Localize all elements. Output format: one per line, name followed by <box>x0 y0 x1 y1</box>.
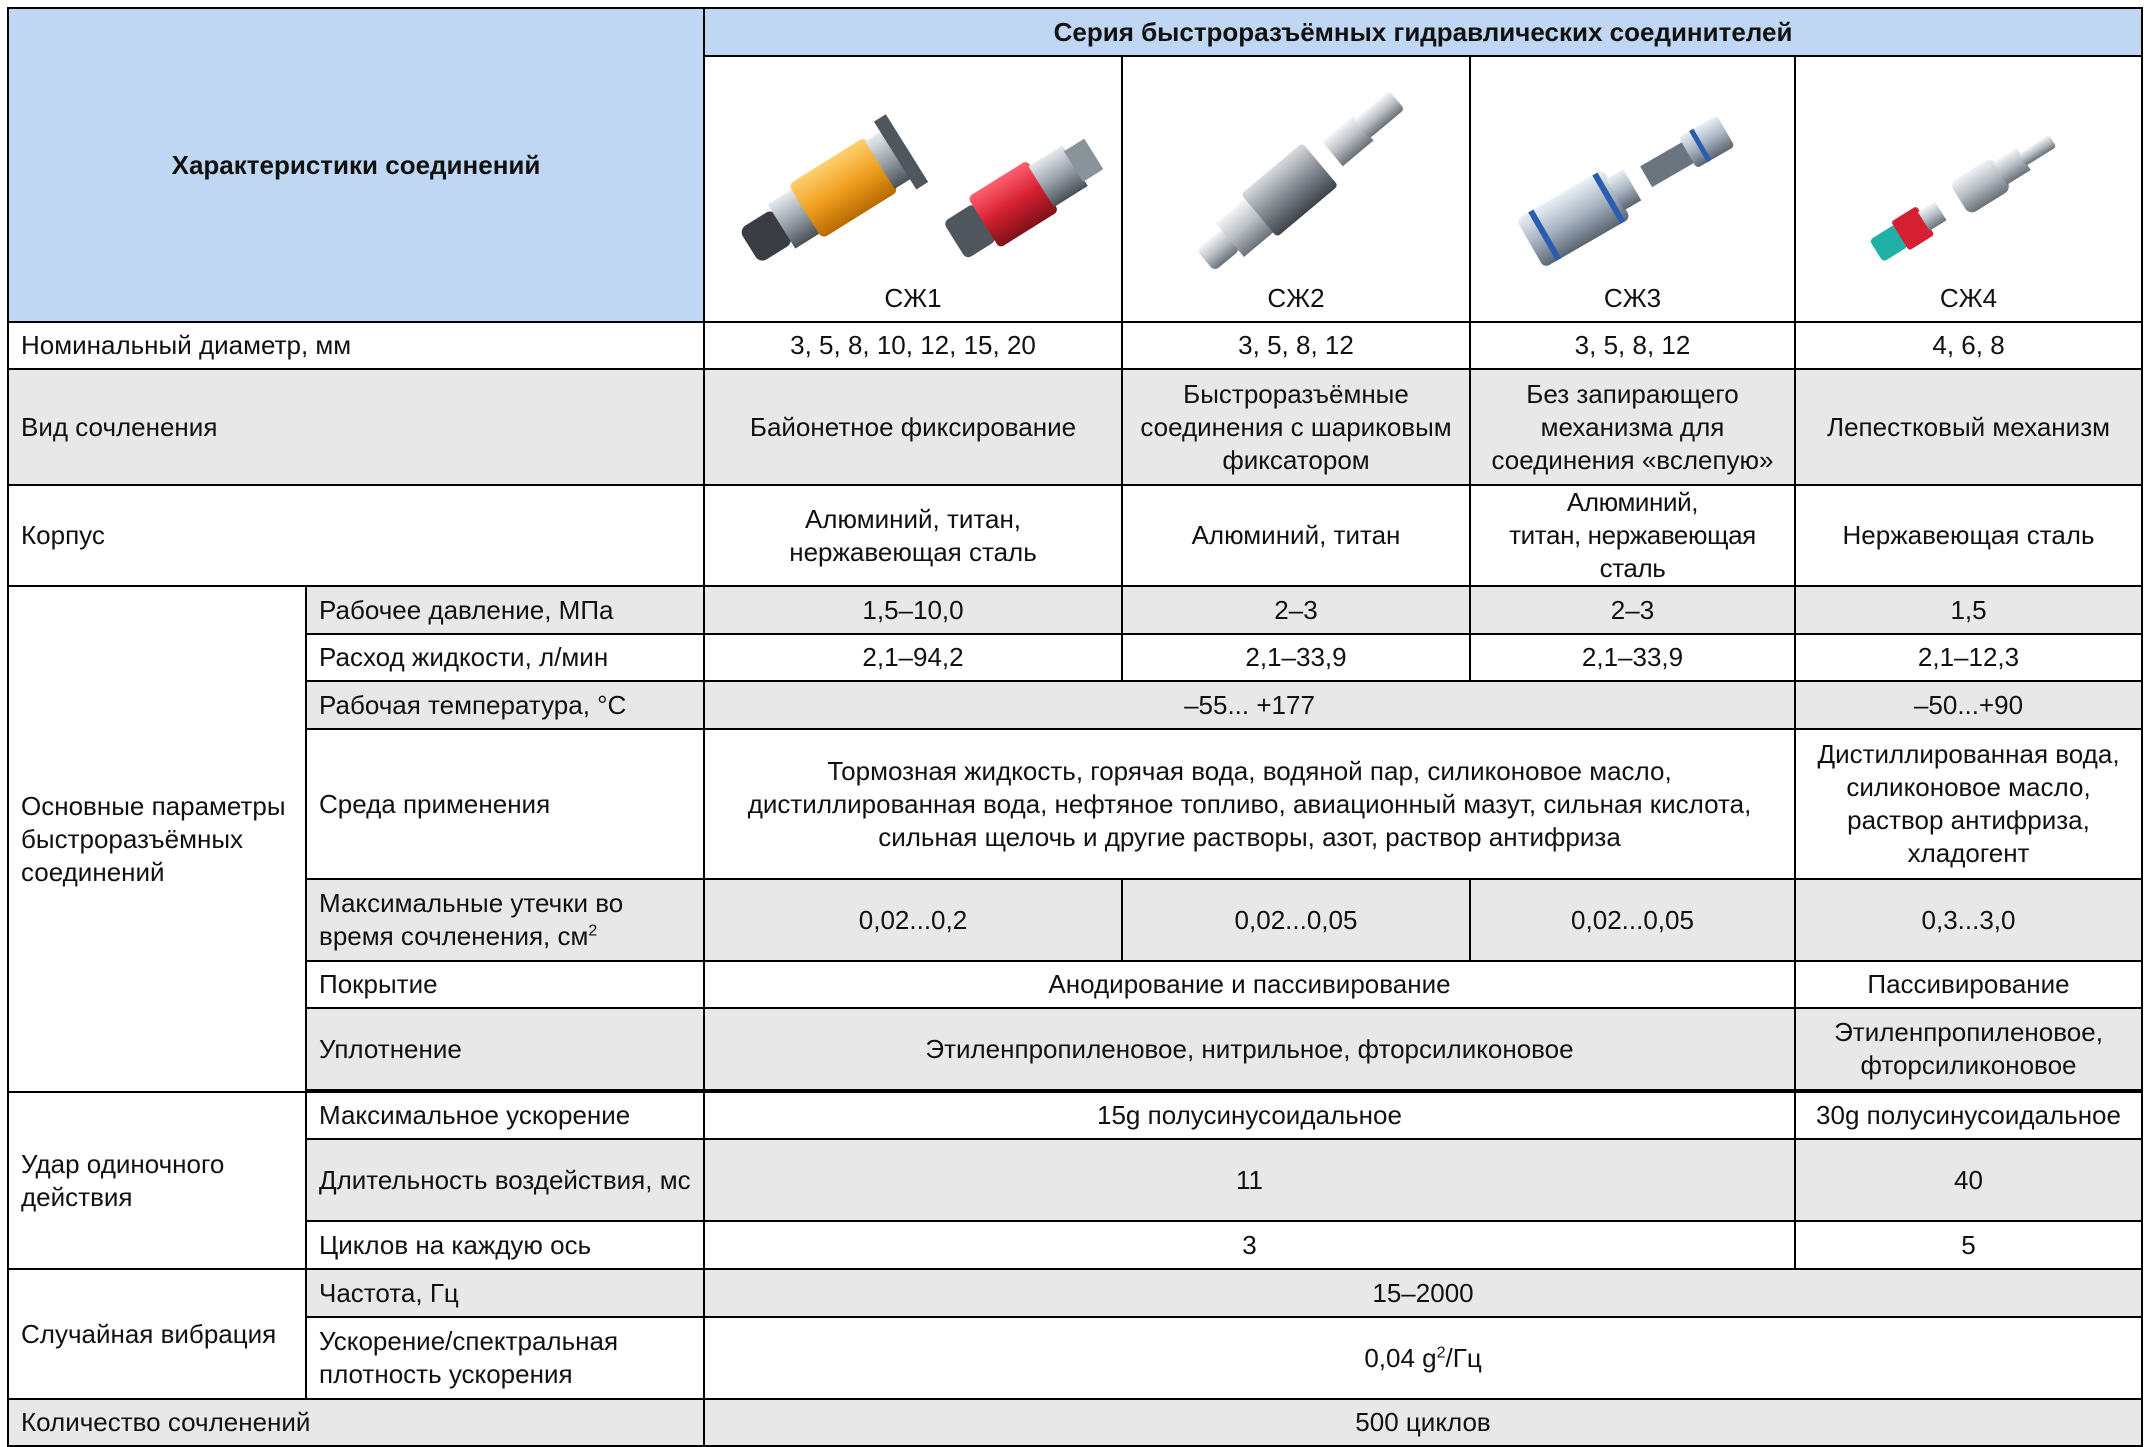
model-label-sj4: СЖ4 <box>1939 283 1998 313</box>
cell-nominal-diameter-sj1: 3, 5, 8, 10, 12, 15, 20 <box>704 322 1122 369</box>
cell-duration-sj1-sj3: 11 <box>704 1139 1795 1221</box>
row-label-max-leak-sup: 2 <box>588 922 598 940</box>
row-label-max-leak <box>306 879 704 961</box>
cell-nominal-diameter-sj3: 3, 5, 8, 12 <box>1470 322 1795 369</box>
cell-max-leak-sj2: 0,02...0,05 <box>1122 879 1470 961</box>
row-label-frequency: Частота, Гц <box>306 1269 704 1317</box>
cell-seal-sj1-sj3: Этиленпропиленовое, нитрильное, фторсиликоновое <box>704 1008 1795 1090</box>
connector-sj4-icon <box>1839 82 2099 282</box>
cell-flow-rate-sj2: 2,1–33,9 <box>1122 634 1470 681</box>
cell-max-leak-sj1: 0,02...0,2 <box>704 879 1122 961</box>
cell-cycles-sj1-sj3: 3 <box>704 1221 1795 1269</box>
cell-coating-sj1-sj3: Анодирование и пассивирование <box>704 961 1795 1008</box>
model-cell-sj1 <box>704 56 1122 322</box>
row-label-working-pressure: Рабочее давление, МПа <box>306 586 704 634</box>
row-label-flow-rate: Расход жидкости, л/мин <box>306 634 704 681</box>
connector-sj3-icon <box>1483 82 1783 282</box>
cell-coupling-type-sj3: Без запирающего механизма для соединения «вслепую» <box>1470 369 1795 485</box>
cell-accel-density <box>704 1317 2142 1399</box>
row-label-coating: Покрытие <box>306 961 704 1008</box>
row-label-max-leak-text: Максимальные утечки во время сочленения, см <box>319 888 624 951</box>
cell-flow-rate-sj4: 2,1–12,3 <box>1795 634 2142 681</box>
cell-housing-sj4: Нержавеющая сталь <box>1795 485 2142 586</box>
cell-working-pressure-sj2: 2–3 <box>1122 586 1470 634</box>
cell-mating-count: 500 циклов <box>704 1399 2142 1446</box>
model-label-sj3: СЖ3 <box>1603 283 1662 313</box>
cell-working-temp-sj1-sj3: –55... +177 <box>704 681 1795 729</box>
cell-housing-sj3-line2: титан, нержавеющая сталь <box>1509 520 1756 583</box>
accel-density-sup: 2 <box>1436 1343 1446 1361</box>
cell-cycles-sj4: 5 <box>1795 1221 2142 1269</box>
accel-density-prefix: 0,04 g <box>1364 1342 1437 1373</box>
cell-nominal-diameter-sj2: 3, 5, 8, 12 <box>1122 322 1470 369</box>
cell-flow-rate-sj1: 2,1–94,2 <box>704 634 1122 681</box>
row-label-working-temp: Рабочая температура, °C <box>306 681 704 729</box>
cell-seal-sj4: Этиленпропиленовое, фторсиликоновое <box>1795 1008 2142 1090</box>
cell-frequency: 15–2000 <box>704 1269 2142 1317</box>
cell-housing-sj1: Алюминий, титан, нержавеющая сталь <box>704 485 1122 586</box>
group-label-single-shock: Удар одиночного действия <box>8 1092 306 1269</box>
model-cell-sj3 <box>1470 56 1795 322</box>
row-label-accel-density: Ускорение/спектральная плотность ускорения <box>306 1317 704 1399</box>
cell-working-pressure-sj3: 2–3 <box>1470 586 1795 634</box>
connector-sj1-icon <box>723 82 1103 282</box>
model-label-sj1: СЖ1 <box>884 283 942 313</box>
row-label-mating-count: Количество сочленений <box>8 1399 704 1446</box>
cell-working-pressure-sj4: 1,5 <box>1795 586 2142 634</box>
cell-max-leak-sj4: 0,3...3,0 <box>1795 879 2142 961</box>
row-label-seal: Уплотнение <box>306 1008 704 1090</box>
row-label-coupling-type: Вид сочленения <box>8 369 704 485</box>
cell-medium-sj4: Дистиллированная вода, силиконовое масло, раствор антифриза, хладогент <box>1795 729 2142 879</box>
cell-working-pressure-sj1: 1,5–10,0 <box>704 586 1122 634</box>
cell-nominal-diameter-sj4: 4, 6, 8 <box>1795 322 2142 369</box>
row-label-nominal-diameter: Номинальный диаметр, мм <box>8 322 704 369</box>
cell-housing-sj2: Алюминий, титан <box>1122 485 1470 586</box>
model-cell-sj4 <box>1795 56 2142 322</box>
series-header: Серия быстроразъёмных гидравлических соединителей <box>704 8 2142 56</box>
row-label-max-accel: Максимальное ускорение <box>306 1092 704 1139</box>
cell-coupling-type-sj1: Байонетное фиксирование <box>704 369 1122 485</box>
cell-coating-sj4: Пассивирование <box>1795 961 2142 1008</box>
row-label-cycles: Циклов на каждую ось <box>306 1221 704 1269</box>
row-label-housing: Корпус <box>8 485 704 586</box>
cell-working-temp-sj4: –50...+90 <box>1795 681 2142 729</box>
accel-density-suffix: /Гц <box>1445 1342 1482 1373</box>
group-label-main-params: Основные параметры быстроразъёмных соединений <box>8 586 306 1092</box>
cell-housing-sj3 <box>1470 485 1795 586</box>
characteristics-header: Характеристики соединений <box>8 8 704 322</box>
cell-max-leak-sj3: 0,02...0,05 <box>1470 879 1795 961</box>
cell-coupling-type-sj2: Быстроразъёмные соединения с шариковым фиксатором <box>1122 369 1470 485</box>
model-label-sj2: СЖ2 <box>1267 283 1325 313</box>
cell-housing-sj3-line1: Алюминий, <box>1566 487 1699 517</box>
cell-duration-sj4: 40 <box>1795 1139 2142 1221</box>
cell-medium-sj1-sj3: Тормозная жидкость, горячая вода, водяной пар, силиконовое масло, дистиллированная вода, нефтяное топливо, авиационный мазут, сильная кислота, сильная щелочь и другие растворы, азот, раствор антифриза <box>704 729 1795 879</box>
connector-sj2-icon <box>1146 82 1446 282</box>
row-label-duration: Длительность воздействия, мс <box>306 1139 704 1221</box>
specs-table <box>7 7 2143 1447</box>
row-label-medium: Среда применения <box>306 729 704 879</box>
cell-max-accel-sj1-sj3: 15g полусинусоидальное <box>704 1092 1795 1139</box>
cell-flow-rate-sj3: 2,1–33,9 <box>1470 634 1795 681</box>
model-cell-sj2 <box>1122 56 1470 322</box>
cell-max-accel-sj4: 30g полусинусоидальное <box>1795 1092 2142 1139</box>
group-label-random-vibration: Случайная вибрация <box>8 1269 306 1399</box>
cell-coupling-type-sj4: Лепестковый механизм <box>1795 369 2142 485</box>
